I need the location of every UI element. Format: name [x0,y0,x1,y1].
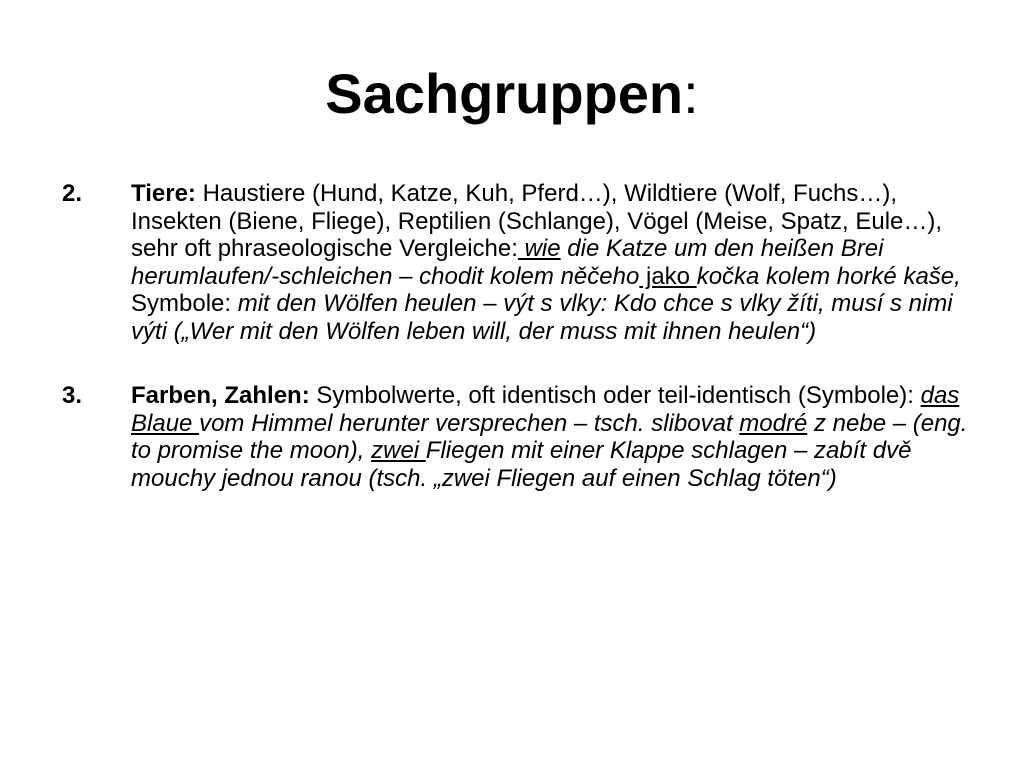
underlined-example-word: wie [517,235,561,262]
list-item-text [131,180,982,345]
underlined-example-word: das Blaue [131,382,960,437]
list-item-tiere [62,180,982,345]
idiom-example: Fliegen mit einer Klappe schlagen – zabít dvě mouchy jednou ranou (tsch. „zwei Fliegen auf einen Schlag töten“) [131,437,912,492]
idiom-example: vom Himmel herunter versprechen – tsch. slibovat [199,409,740,437]
underlined-example-word: jako [639,262,697,290]
list-item-text [131,382,982,492]
slide-title-colon: : [683,62,699,125]
idiom-example: z nebe – (eng. to promise the moon), [131,409,968,464]
underlined-example-word: modré [739,409,808,437]
slide-title-text: Sachgruppen [325,62,684,125]
idiom-example: mit den Wölfen heulen – výt s vlky: Kdo chce s vlky žíti, musí s nimi výti („Wer mit den Wölfen leben will, der muss mit ihnen heulen“) [131,290,953,345]
idiom-example: die Katze um den heißen Brei herumlaufen/-schleichen – chodit kolem něčeho [131,235,884,290]
idiom-example: kočka kolem horké kaše, [696,262,961,290]
underlined-example-word: zwei [371,437,426,464]
slide-body [62,180,982,492]
text-segment: Haustiere (Hund, Katze, Kuh, Pferd…), Wildtiere (Wolf, Fuchs…), Insekten (Biene, Fliege), Reptilien (Schlange), Vögel (Meise, Spatz, Eule…), sehr oft phraseologische Vergleiche: [131,180,943,262]
item-heading: Tiere: [131,180,196,207]
item-heading: Farben, Zahlen: [131,382,310,409]
text-segment: Symbole: [131,290,238,317]
list-item-farben-zahlen [62,382,982,492]
slide-title [0,58,1024,130]
text-segment: Symbolwerte, oft identisch oder teil-identisch (Symbole): [309,382,921,409]
list-item-number: 3. [62,382,83,409]
list-item-number: 2. [62,180,83,207]
